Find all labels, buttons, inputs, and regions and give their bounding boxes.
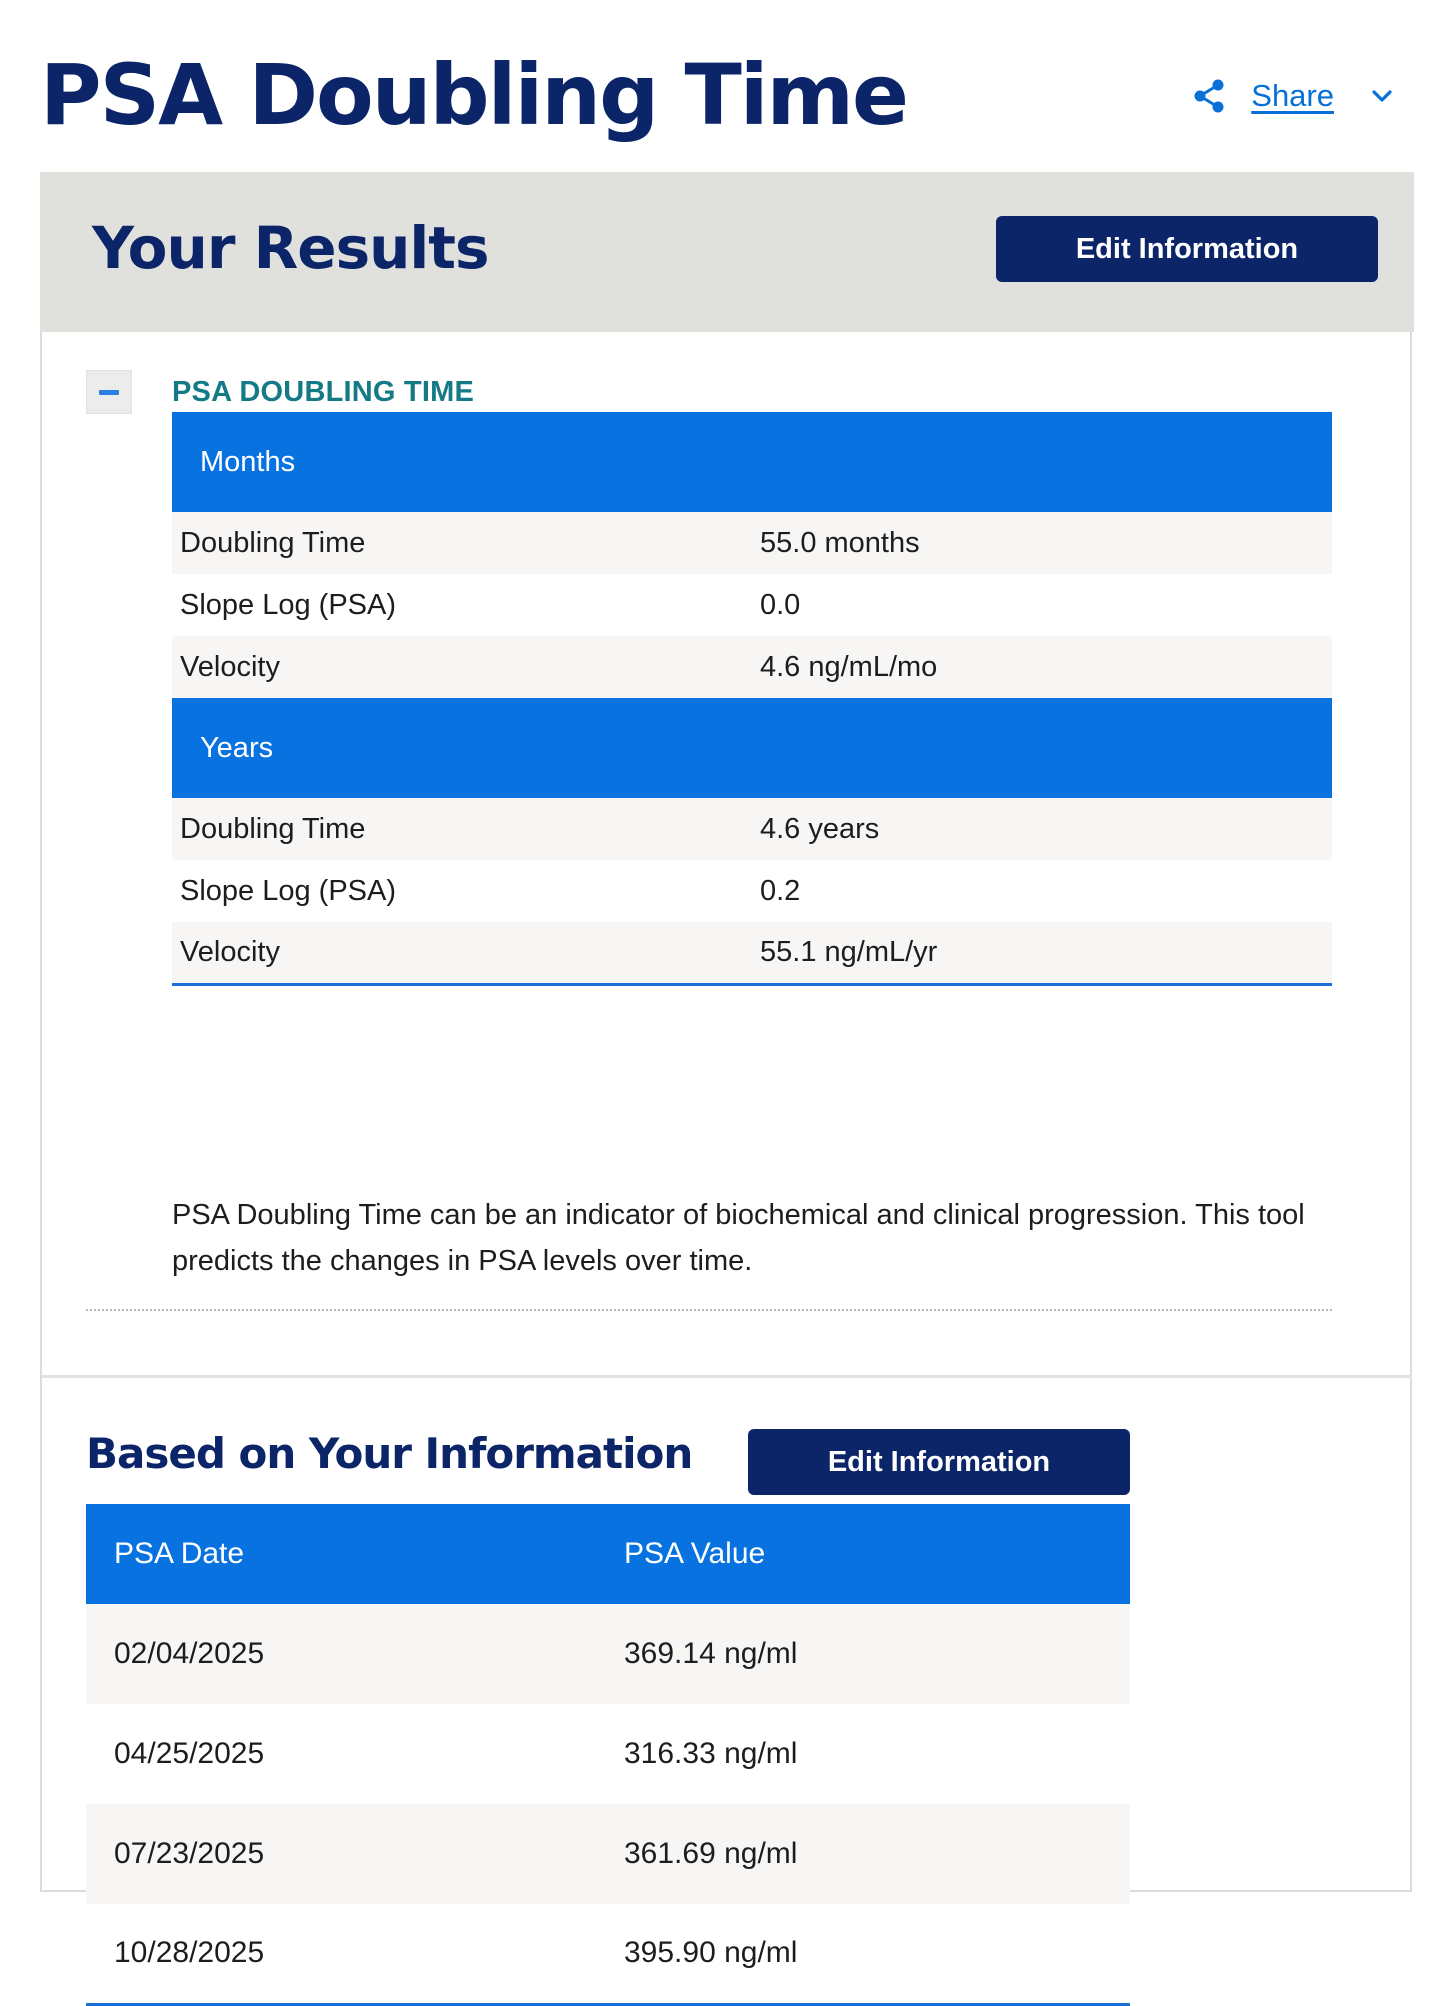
row-label: Doubling Time	[172, 798, 752, 860]
row-label: Slope Log (PSA)	[180, 588, 397, 621]
row-label: Velocity	[172, 922, 752, 984]
page-title: PSA Doubling Time	[40, 46, 908, 144]
results-heading: Your Results	[92, 214, 489, 282]
row-value: 4.6 ng/mL/mo	[752, 636, 1332, 698]
minus-icon[interactable]	[99, 390, 119, 395]
table-row	[172, 574, 1332, 636]
psa-value: 361.69 ng/ml	[596, 1804, 1130, 1904]
years-header-row	[172, 698, 1332, 798]
page-header	[40, 40, 1416, 150]
info-heading: Based on Your Information	[86, 1429, 693, 1478]
table-row	[172, 860, 1332, 922]
dotted-divider	[86, 1309, 1332, 1311]
row-value: 55.1 ng/mL/yr	[752, 922, 1332, 984]
psa-date: 10/28/2025	[114, 1936, 265, 1970]
share-link[interactable]: Share	[1251, 78, 1334, 113]
chevron-down-icon[interactable]	[1368, 82, 1396, 110]
row-value: 4.6 years	[752, 798, 1332, 860]
row-value: 55.0 months	[752, 512, 1332, 574]
psa-value: 369.14 ng/ml	[596, 1604, 1130, 1704]
psa-value: 395.90 ng/ml	[624, 1936, 798, 1970]
share-menu[interactable]	[1189, 66, 1396, 126]
section-label: PSA DOUBLING TIME	[172, 376, 474, 408]
results-card	[40, 172, 1412, 1970]
table-row	[172, 922, 1332, 984]
months-header-row	[172, 412, 1332, 512]
row-label: Doubling Time	[172, 512, 752, 574]
table-row	[172, 798, 1332, 860]
table-row	[86, 1604, 1130, 1704]
row-value: 0.0	[760, 588, 801, 621]
column-header-value: PSA Value	[596, 1504, 1130, 1604]
psa-date: 02/04/2025	[86, 1604, 596, 1704]
table-row	[172, 636, 1332, 698]
column-header-date: PSA Date	[86, 1504, 596, 1604]
edit-information-button[interactable]: Edit Information	[996, 216, 1378, 282]
table-row	[86, 1904, 1130, 2004]
share-icon[interactable]	[1189, 76, 1229, 116]
row-value: 0.2	[760, 874, 801, 907]
section-divider	[42, 1375, 1412, 1378]
row-label: Velocity	[172, 636, 752, 698]
table-row	[172, 512, 1332, 574]
table-row	[86, 1704, 1130, 1804]
edit-information-button-secondary[interactable]: Edit Information	[748, 1429, 1130, 1495]
table-row	[86, 1804, 1130, 1904]
results-header	[40, 172, 1414, 332]
row-label: Slope Log (PSA)	[180, 874, 397, 907]
months-header: Months	[172, 412, 1332, 512]
psa-date: 04/25/2025	[114, 1737, 265, 1770]
psa-date: 07/23/2025	[86, 1804, 596, 1904]
psa-values-table	[86, 1504, 1130, 2006]
years-header: Years	[172, 698, 1332, 798]
results-note: PSA Doubling Time can be an indicator of biochemical and clinical progression. This tool predicts the changes in PSA levels over time.	[172, 1199, 1305, 1277]
psa-value: 316.33 ng/ml	[624, 1737, 798, 1770]
results-table	[172, 412, 1332, 986]
table-header-row	[86, 1504, 1130, 1604]
collapse-toggle[interactable]	[86, 370, 132, 414]
